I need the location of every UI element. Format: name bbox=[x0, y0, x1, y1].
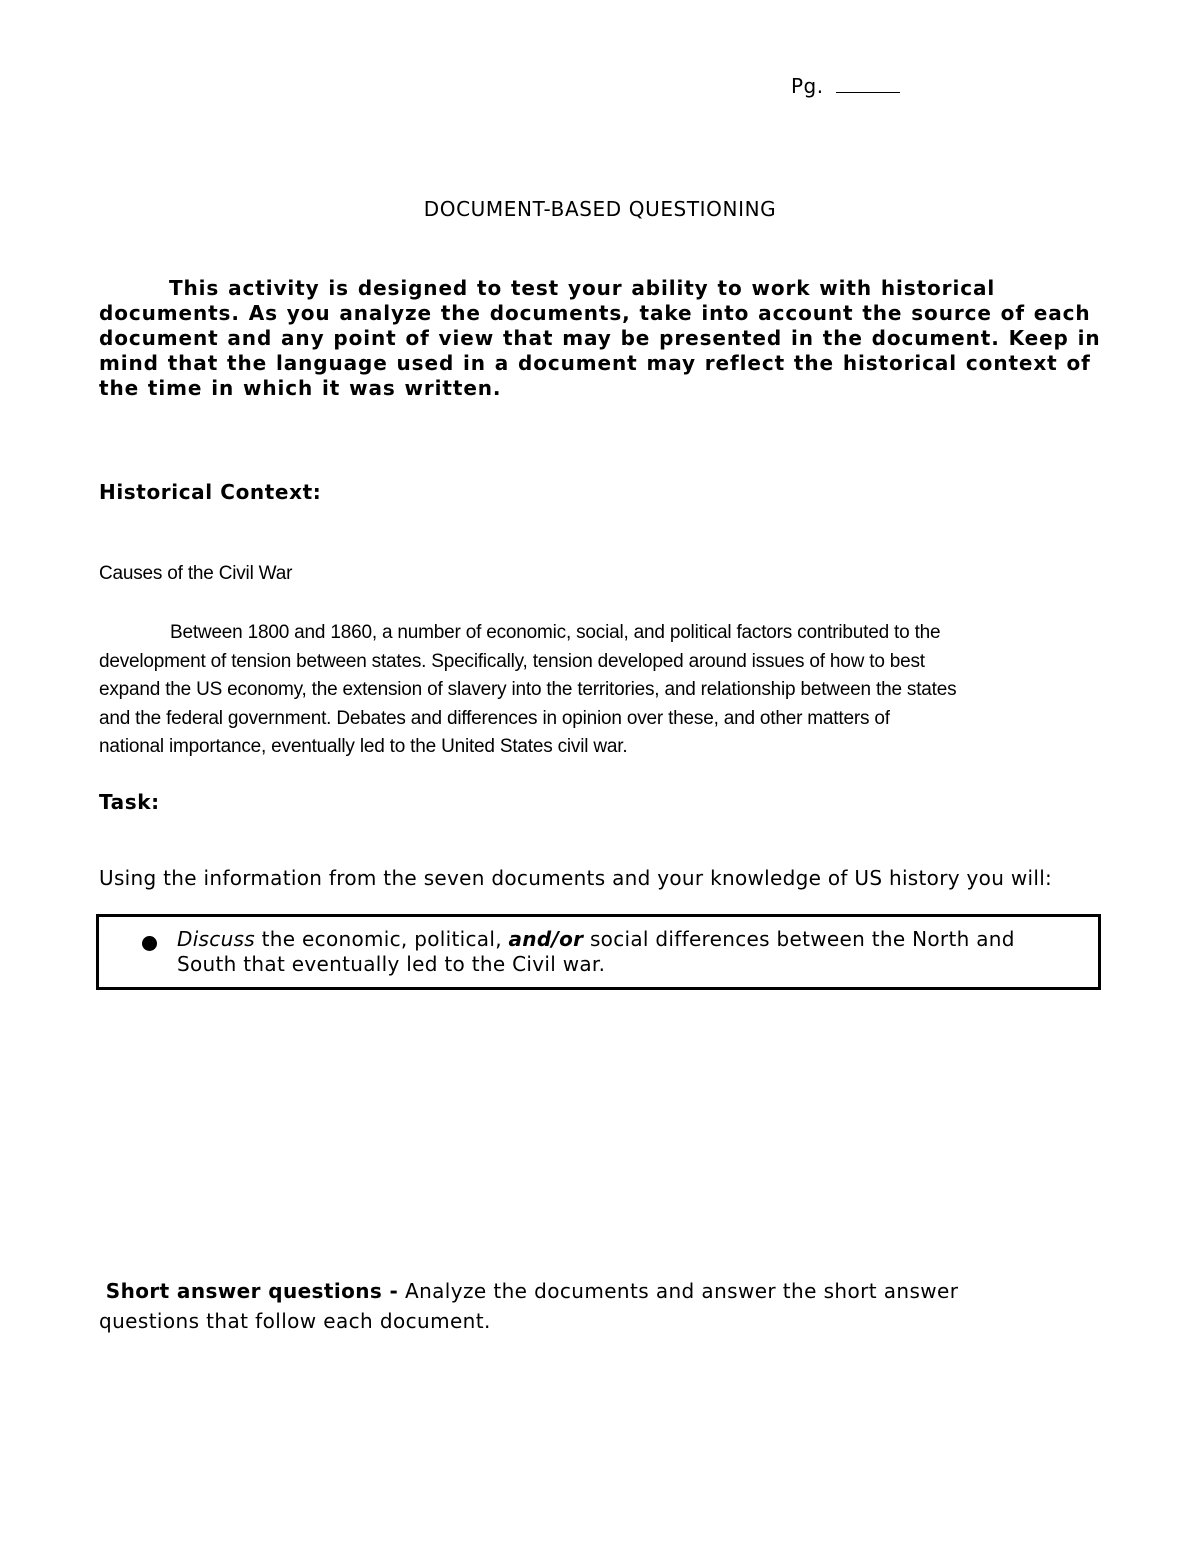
short-answer-line-1 bbox=[99, 1276, 1109, 1306]
bullet-icon bbox=[142, 936, 157, 951]
short-answer-line-2: questions that follow each document. bbox=[99, 1309, 491, 1333]
context-line: expand the US economy, the extension of slavery into the territories, and relationship between the states bbox=[99, 679, 957, 700]
context-subtopic: Causes of the Civil War bbox=[99, 563, 293, 584]
page-label: Pg. bbox=[791, 74, 824, 98]
task-text-part1: the economic, political, bbox=[255, 927, 509, 951]
page-number-blank[interactable] bbox=[836, 72, 900, 93]
historical-context-heading: Historical Context: bbox=[99, 480, 322, 504]
task-emphasis: and/or bbox=[508, 927, 584, 951]
task-text-part2: social differences between the North and South that eventually led to the Civil war. bbox=[177, 927, 1015, 976]
task-intro: Using the information from the seven documents and your knowledge of US history you will: bbox=[99, 866, 1053, 890]
intro-paragraph: This activity is designed to test your ability to work with historical documents. As you analyze the documents, take into account the source of each document and any point of view that may be presented in the document. Keep in mind that the language used in a document may reflect the historical context of the time in which it was written. bbox=[99, 276, 1101, 400]
document-title: DOCUMENT-BASED QUESTIONING bbox=[423, 197, 777, 221]
task-bullet-text bbox=[177, 927, 1077, 977]
context-line: national importance, eventually led to the United States civil war. bbox=[99, 736, 628, 757]
context-line: Between 1800 and 1860, a number of economic, social, and political factors contributed to the bbox=[170, 622, 941, 643]
short-answer-label: Short answer questions - bbox=[105, 1279, 399, 1303]
context-paragraph bbox=[99, 619, 1109, 762]
task-heading: Task: bbox=[99, 790, 160, 814]
page-number-field bbox=[791, 72, 900, 98]
context-line: development of tension between states. Specifically, tension developed around issues of how to best bbox=[99, 650, 925, 672]
task-verb: Discuss bbox=[177, 927, 255, 951]
short-answer-instructions bbox=[99, 1276, 1109, 1336]
context-line: and the federal government. Debates and differences in opinion over these, and other matters of bbox=[99, 707, 890, 729]
short-answer-text: Analyze the documents and answer the short answer bbox=[398, 1279, 959, 1303]
